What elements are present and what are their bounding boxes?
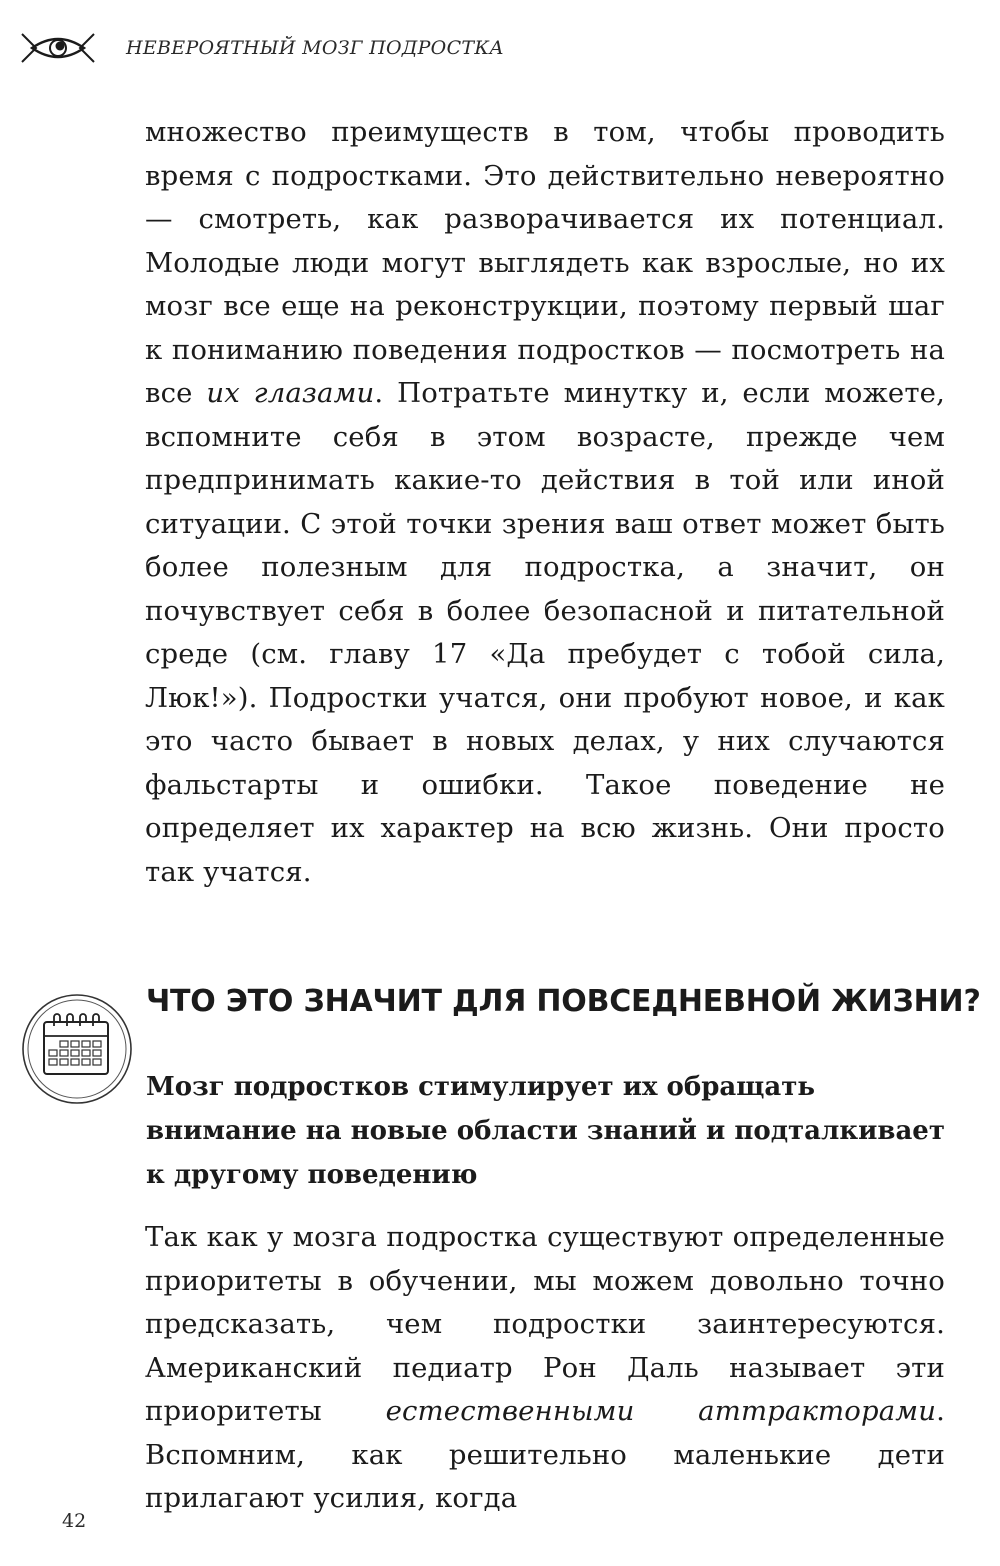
paragraph-2-emphasis: естественными аттракторами xyxy=(385,1395,937,1427)
paragraph-1-text-a: множество преимуществ в том, чтобы проводить время с подростками. Это действительно невероятно — смотреть, как разворачивается их потенциал. Молодые люди могут выглядеть как взрослые, но их мозг все еще на реконструкции, поэтому первый шаг к пониманию поведения подростков — посмотреть на все xyxy=(145,116,945,409)
page-number: 42 xyxy=(62,1510,87,1532)
paragraph-1-emphasis: их глазами xyxy=(206,377,375,409)
body-paragraph-1 xyxy=(145,111,945,894)
running-head xyxy=(18,26,504,70)
body-paragraph-2 xyxy=(145,1216,945,1521)
paragraph-2-text-a: Так как у мозга подростка существуют определенные приоритеты в обучении, мы можем довольно точно предсказать, чем подростки заинтересуются. Американский педиатр Рон Даль называет эти приоритеты xyxy=(145,1221,945,1427)
paragraph-1-text-b: . Потратьте минутку и, если можете, вспомните себя в этом возрасте, прежде чем предпринимать какие-то действия в той или иной ситуации. С этой точки зрения ваш ответ может быть более полезным для подростка, а значит, он почувствует себя в более безопасной и питательной среде (см. главу 17 «Да пребудет с тобой сила, Люк!»). Подростки учатся, они пробуют новое, и как это часто бывает в новых делах, у них случаются фальстарты и ошибки. Такое поведение не определяет их характер на всю жизнь. Они просто так учатся. xyxy=(145,377,946,888)
running-title: НЕВЕРОЯТНЫЙ МОЗГ ПОДРОСТКА xyxy=(126,37,505,59)
section-heading: ЧТО ЭТО ЗНАЧИТ ДЛЯ ПОВСЕДНЕВНОЙ ЖИЗНИ? xyxy=(146,984,981,1019)
paragraph-2-text-b: . Вспомним, как решительно маленькие дети прилагают усилия, когда xyxy=(145,1395,945,1514)
subheading: Мозг подростков стимулирует их обращать внимание на новые области знаний и подталкивает к другому поведению xyxy=(146,1072,945,1190)
eye-icon xyxy=(18,28,98,68)
calendar-icon xyxy=(20,992,134,1106)
